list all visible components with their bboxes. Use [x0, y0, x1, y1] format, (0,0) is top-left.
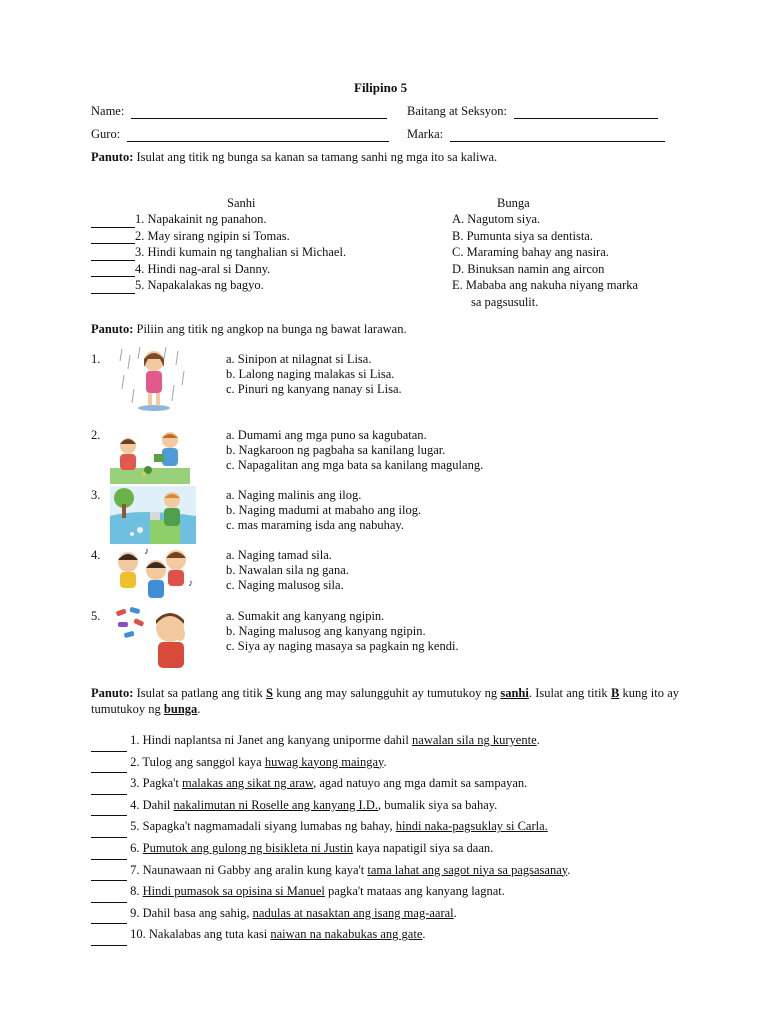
answer-blank[interactable] [91, 826, 127, 838]
teacher-row [91, 127, 389, 142]
option-b: b. Naging madumi at mabaho ang ilog. [226, 503, 422, 517]
option-c: c. mas maraming isda ang nabuhay. [226, 518, 404, 532]
singing-kids-image [112, 546, 196, 602]
page-title: Filipino 5 [354, 80, 408, 95]
item-options [226, 609, 459, 654]
option-a: a. Sinipon at nilagnat si Lisa. [226, 352, 372, 366]
option-b: b. Nawalan sila ng gana. [226, 563, 349, 577]
item-number: 4. [91, 548, 101, 562]
cause-item: 5. Napakalakas ng bagyo. [91, 277, 346, 294]
effect-item: B. Pumunta siya sa dentista. [452, 228, 593, 243]
list-item: 1. Hindi naplantsa ni Janet ang kanyang uniporme dahil nawalan sila ng kuryente. [91, 730, 570, 752]
svg-text:♪: ♪ [188, 578, 193, 589]
answer-blank[interactable] [91, 934, 127, 946]
name-label: Name: [91, 104, 125, 118]
effect-item: E. Mababa ang nakuha niyang marka [452, 278, 639, 292]
list-item: 6. Pumutok ang gulong ng bisikleta ni Justin kaya napatigil siya sa daan. [91, 838, 570, 860]
list-item: 8. Hindi pumasok sa opisina si Manuel pagka't mataas ang kanyang lagnat. [91, 881, 570, 903]
boy-throwing-trash-in-river-image [110, 486, 196, 544]
score-row [407, 127, 665, 142]
list-item: 3. Pagka't malakas ang sikat ng araw, agad natuyo ang mga damit sa sampayan. [91, 773, 570, 795]
cause-item: 1. Napakainit ng panahon. [91, 211, 346, 228]
cause-item: 4. Hindi nag-aral si Danny. [91, 261, 346, 278]
teacher-label: Guro: [91, 127, 121, 141]
effect-item: C. Maraming bahay ang nasira. [452, 245, 609, 259]
option-c: c. Napagalitan ang mga bata sa kanilang magulang. [226, 458, 484, 472]
name-field[interactable] [131, 107, 387, 119]
item-options [226, 352, 402, 397]
option-a: a. Sumakit ang kanyang ngipin. [226, 609, 385, 623]
option-c: c. Siya ay naging masaya sa pagkain ng kendi. [226, 639, 459, 653]
answer-blank[interactable] [91, 232, 135, 244]
cause-header: Sanhi [227, 196, 256, 210]
answer-blank[interactable] [91, 265, 135, 277]
answer-blank[interactable] [91, 891, 127, 903]
effect-continuation: sa pagsusulit. [471, 294, 539, 309]
part3-directions: Panuto: Isulat sa patlang ang titik S kung ang may salungguhit ay tumutukoy ng sanhi. Isulat ang titik B kung ito ay tumutukoy ng bunga. [91, 686, 680, 716]
part2-directions: Panuto: Piliin ang titik ng angkop na bunga ng bawat larawan. [91, 322, 407, 336]
item-number: 1. [91, 352, 101, 366]
answer-blank[interactable] [91, 912, 127, 924]
effect-item: A. Nagutom siya. [452, 212, 541, 226]
item-options [226, 428, 483, 473]
item-number: 2. [91, 428, 101, 442]
effect-list [452, 211, 638, 310]
part3-list [91, 730, 570, 946]
boy-with-toothache-and-candies-image [112, 604, 196, 668]
answer-blank[interactable] [91, 869, 127, 881]
effect-header: Bunga [497, 196, 530, 210]
answer-blank[interactable] [91, 740, 127, 752]
cause-list [91, 211, 346, 294]
item-options [226, 488, 421, 533]
list-item: 7. Naunawaan ni Gabby ang aralin kung kaya't tama lahat ang sagot niya sa pagsasanay. [91, 860, 570, 882]
answer-blank[interactable] [91, 804, 127, 816]
girl-in-rain-image [118, 345, 188, 413]
answer-blank[interactable] [91, 761, 127, 773]
answer-blank[interactable] [91, 216, 135, 228]
answer-blank[interactable] [91, 249, 135, 261]
teacher-field[interactable] [127, 130, 389, 142]
list-item: 5. Sapagka't nagmamadali siyang lumabas ng bahay, hindi naka-pagsuklay si Carla. [91, 816, 570, 838]
score-label: Marka: [407, 127, 444, 141]
grade-label: Baitang at Seksyon: [407, 104, 507, 118]
option-c: c. Naging malusog sila. [226, 578, 344, 592]
name-row [91, 104, 387, 119]
option-a: a. Naging tamad sila. [226, 548, 332, 562]
cause-item: 2. May sirang ngipin si Tomas. [91, 228, 346, 245]
kids-planting-image [110, 428, 190, 484]
answer-blank[interactable] [91, 848, 127, 860]
svg-text:♪: ♪ [144, 546, 149, 557]
item-number: 5. [91, 609, 101, 623]
list-item: 4. Dahil nakalimutan ni Roselle ang kanyang I.D., bumalik siya sa bahay. [91, 795, 570, 817]
option-b: b. Nagkaroon ng pagbaha sa kanilang lugar. [226, 443, 446, 457]
grade-field[interactable] [514, 107, 658, 119]
grade-row [407, 104, 658, 119]
option-a: a. Naging malinis ang ilog. [226, 488, 362, 502]
list-item: 9. Dahil basa ang sahig, nadulas at nasaktan ang isang mag-aaral. [91, 903, 570, 925]
cause-item: 3. Hindi kumain ng tanghalian si Michael. [91, 244, 346, 261]
option-b: b. Naging malusog ang kanyang ngipin. [226, 624, 426, 638]
score-field[interactable] [450, 130, 665, 142]
option-b: b. Lalong naging malakas si Lisa. [226, 367, 395, 381]
item-options [226, 548, 349, 593]
effect-item: D. Binuksan namin ang aircon [452, 261, 605, 276]
option-c: c. Pinuri ng kanyang nanay si Lisa. [226, 382, 402, 396]
list-item: 10. Nakalabas ang tuta kasi naiwan na nakabukas ang gate. [91, 924, 570, 946]
part1-directions: Panuto: Isulat ang titik ng bunga sa kanan sa tamang sanhi ng mga ito sa kaliwa. [91, 150, 498, 164]
list-item: 2. Tulog ang sanggol kaya huwag kayong maingay. [91, 752, 570, 774]
answer-blank[interactable] [91, 783, 127, 795]
answer-blank[interactable] [91, 282, 135, 294]
option-a: a. Dumami ang mga puno sa kagubatan. [226, 428, 427, 442]
item-number: 3. [91, 488, 101, 502]
